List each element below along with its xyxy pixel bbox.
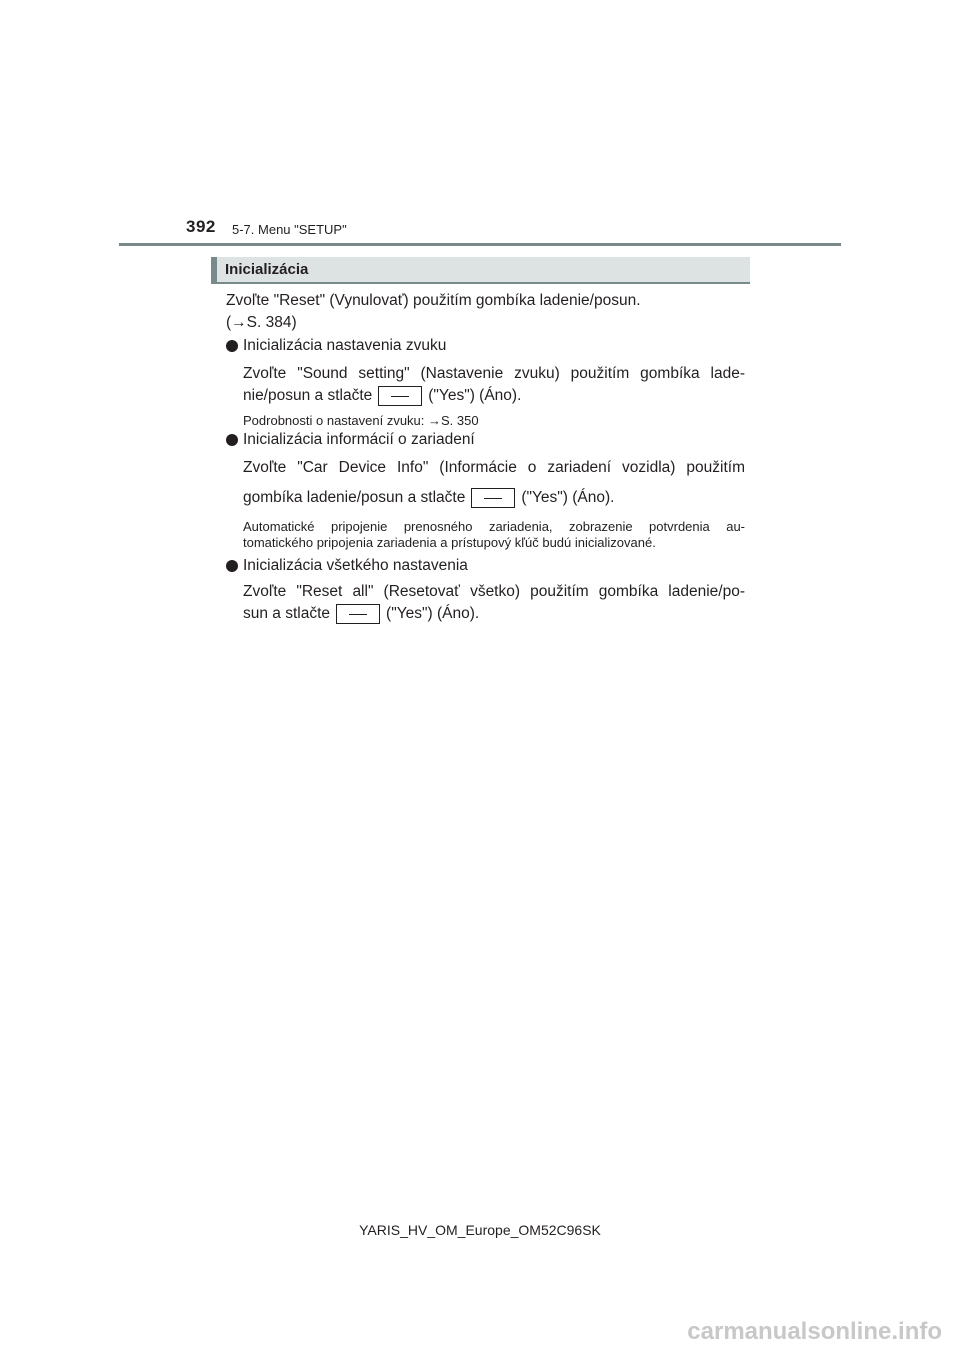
item-2-line-1: Zvoľte "Car Device Info" (Informácie o zariadení vozidla) použitím — [243, 459, 745, 476]
yes-button-icon — [336, 604, 380, 624]
item-1-line-2 — [243, 386, 521, 406]
item-2-line-2 — [243, 488, 614, 508]
footer-doc-code: YARIS_HV_OM_Europe_OM52C96SK — [359, 1222, 601, 1238]
item-2-line-2-before: gombíka ladenie/posun a stlačte — [243, 489, 466, 507]
item-1-note: Podrobnosti o nastavení zvuku: →S. 350 — [243, 413, 479, 428]
header-rule — [119, 243, 841, 246]
chapter-title: 5-7. Menu "SETUP" — [232, 222, 347, 237]
item-2-title: Inicializácia informácií o zariadení — [243, 431, 475, 448]
bullet-icon — [226, 340, 238, 352]
item-1-line-2-after: ("Yes") (Áno). — [428, 387, 522, 405]
item-2-line-2-after: ("Yes") (Áno). — [521, 489, 615, 507]
bullet-icon — [226, 434, 238, 446]
item-3-line-2-after: ("Yes") (Áno). — [386, 605, 480, 623]
yes-button-icon — [471, 488, 515, 508]
section-heading — [211, 257, 750, 284]
item-1-line-1: Zvoľte "Sound setting" (Nastavenie zvuku) použitím gombíka lade- — [243, 365, 745, 382]
item-2-note-line-1: Automatické pripojenie prenosného zariadenia, zobrazenie potvrdenia au- — [243, 519, 745, 534]
item-3-line-2-before: sun a stlačte — [243, 605, 331, 623]
intro-line-2: (→S. 384) — [226, 314, 297, 331]
intro-line-1: Zvoľte "Reset" (Vynulovať) použitím gombíka ladenie/posun. — [226, 292, 641, 309]
item-2-note-line-2: tomatického pripojenia zariadenia a prístupový kľúč budú inicializované. — [243, 535, 656, 550]
watermark: carmanualsonline.info — [687, 1318, 942, 1345]
section-heading-text: Inicializácia — [225, 261, 309, 278]
item-3-title: Inicializácia všetkého nastavenia — [243, 557, 468, 574]
item-3-line-2 — [243, 604, 479, 624]
yes-button-icon — [378, 386, 422, 406]
item-3-line-1: Zvoľte "Reset all" (Resetovať všetko) použitím gombíka ladenie/po- — [243, 583, 745, 600]
item-1-line-2-before: nie/posun a stlačte — [243, 387, 373, 405]
bullet-icon — [226, 560, 238, 572]
item-1-title: Inicializácia nastavenia zvuku — [243, 337, 447, 354]
page-number: 392 — [186, 217, 216, 236]
